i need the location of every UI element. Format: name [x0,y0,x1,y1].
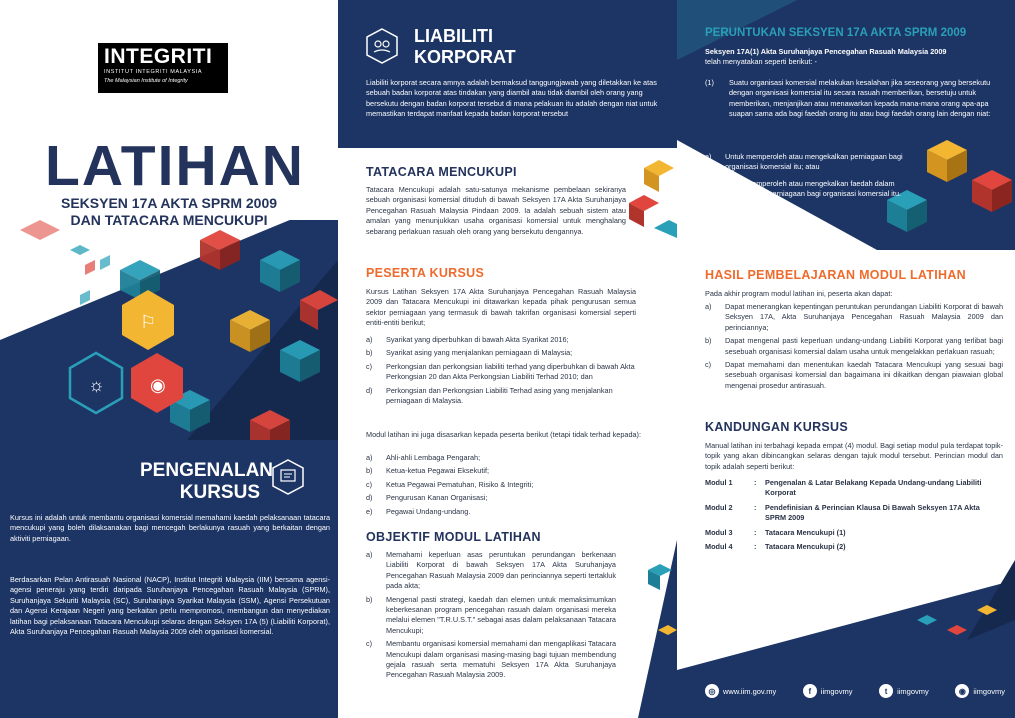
footer-web[interactable] [705,684,776,698]
list-item: a) Ahli-ahli Lembaga Pengarah; [366,453,481,462]
module-row: Modul 4 : Tatacara Mencukupi (2) [705,542,846,552]
peserta-title: PESERTA KURSUS [366,266,485,280]
target-person-icon: ◉ [150,375,166,395]
kandungan-title: KANDUNGAN KURSUS [705,420,848,434]
cover-title-block [0,134,338,229]
blocks-decoration-lower [618,540,677,718]
twitter-icon: t [879,684,893,698]
peserta-intro: Kursus Latihan Seksyen 17A Akta Suruhanjaya Pencegahan Rasuah Malaysia 2009 dan Tatacara Mencukupi ini ditawarkan kepada pihak pengurusan semua sektor perniagaan yang termasuk di bawah takrifan organisasi komersial seperti entiti-entiti berikut; [366,287,636,328]
liabiliti-title-1: LIABILITI [414,26,493,46]
peruntukan-lead-rest: telah menyatakan seperti berikut: - [705,57,817,67]
tatacara-body: Tatacara Mencukupi adalah satu-satunya mekanisme pembelaan sekiranya sebuah organisasi komersial dituduh di bawah Seksyen 17A Akta Suruhanjaya Pencegahan Rasuah Malaysia Pindaan 2009. Ia adalah sebuah sistem atau amalan yang menunjukkan usaha organisasi komersial untuk menghalang sebarang perlakuan rasuah oleh orang yang bersekutu dengannya. [366,185,626,236]
cover-subtitle-2: DAN TATACARA MENCUKUPI [70,212,268,228]
pengenalan-para-1: Kursus ini adalah untuk membantu organisasi komersial memahami kaedah pelaksanaan tatacara mencukupi yang boleh dilaksanakan bagi mencegah berlakunya rasuah yang berkaitan dengan aktiviti perniagaan. [10,513,330,543]
blocks-decoration [624,148,677,258]
facebook-icon: f [803,684,817,698]
list-item: a) Dapat menerangkan kepentingan peruntukan perundangan Liabiliti Korporat di bawah Seksyen 17A, Akta Suruhanjaya Pencegahan Rasuah Malaysia 2009 dan perinciannya; [705,302,1003,332]
list-item: c) Membantu organisasi komersial memahami dan mengaplikasi Tatacara Mencukupi dalam organisasi masing-masing bagi tujuan membendung gejala rasuah serta mematuhi Seksyen 17A Akta Suruhanjaya Pencegahan Rasuah Malaysia 2009. [366,639,616,680]
pengenalan-title [140,460,274,504]
liabiliti-section [338,0,677,148]
pengenalan-para-2: Berdasarkan Pelan Antirasuah Nasional (NACP), Institut Integriti Malaysia (IIM) bersama agensi-agensi peneraju yang terdiri daripada Suruhanjaya Pencegahan Rasuah Malaysia (SPRM), Suruhanjaya Sekuriti Malaysia (SC), Suruhanjaya Syarikat Malaysia (SSM), Agensi Persekutuan dan Agensi Kerajaan Negeri yang berkaitan perlu mempromosi, membangun dan menyediakan latihan bagi pelaksanaan Tatacara Mencukupi selaras dengan Seksyen 17A (5) (Liabiliti Korporat), Akta Suruhanjaya Pencegahan Rasuah Malaysia 2009 oleh organisasi komersial. [10,575,330,637]
peruntukan-lead-bold: Seksyen 17A(1) Akta Suruhanjaya Pencegahan Rasuah Malaysia 2009 [705,47,947,56]
logo-name: INTEGRITI [104,45,213,68]
list-item: c) Perkongsian dan perkongsian liabiliti terhad yang diperbuhkan di bawah Akta Perkongsian 20 dan Akta Perkongsian Liabiliti Terhad 2010; dan [366,361,635,382]
peruntukan-item-key: (1) [705,78,714,87]
peruntukan-item [705,78,1005,120]
peruntukan-item-text: Suatu organisasi komersial melakukan kesalahan jika seseorang yang bersekutu dengan organisasi komersial itu secara rasuah memberikan, bersetuju untuk memberikan, menjanjikan atau menawarkan kepada mana-mana orang apa-apa suapan sama ada bagi faedah orang itu atau bagi faedah orang lain dengan niat: [729,78,991,119]
list-item: b) Mengenal pasti strategi, kaedah dan elemen untuk memaksimumkan keberkesanan program pencegahan rasuah dalam organisasi mereka melalui elemen "T.R.U.S.T." sebagai asas dalam pelaksanaan Tatacara Mencukupi; [366,594,616,635]
module-row: Modul 3 : Tatacara Mencukupi (1) [705,527,846,537]
peserta-intro-2: Modul latihan ini juga disasarkan kepada peserta berikut (tetapi tidak terhad kepada): [366,430,642,439]
pengenalan-title-1: PENGENALAN [140,460,274,481]
module-row: Modul 2 : Pendefinisian & Perincian Klausa Di Bawah Seksyen 17A Akta SPRM 2009 [705,502,980,523]
pengenalan-title-2: KURSUS [179,482,260,503]
footer-web-label: www.iim.gov.my [723,686,777,696]
globe-icon: ◎ [705,684,719,698]
list-item: a) Untuk memperoleh atau mengekalkan perniagaan bagi organisasi komersial itu; atau [705,152,903,172]
list-item: b) Dapat mengenal pasti keperluan undang-undang Liabiliti Korporat yang terlibat bagi sesebuah organisasi komersial dalam usaha untuk mengelakkan perlakuan rasuah; [705,336,1003,356]
list-item: b) Ketua-ketua Pegawai Eksekutif; [366,466,490,476]
footer-links [705,684,1005,698]
presentation-icon: ⚐ [140,312,157,332]
hasil-intro: Pada akhir program modul latihan ini, peserta akan dapat: [705,289,893,298]
objektif-title: OBJEKTIF MODUL LATIHAN [366,530,541,544]
liabiliti-body: Liabiliti korporat secara amnya adalah bermaksud tanggungjawab yang diletakkan ke atas sebuah badan korporat atas tindakan yang diambil atau tidak diambil oleh orang yang bersekutu dengan badan korporat tersebut di mana pelakuan itu adalah dengan niat untuk memastikan terdapat manfaat kepada badan korporat tersebut [366,78,658,119]
liabiliti-title [414,26,516,68]
footer-instagram[interactable] [955,684,1005,698]
course-hexagon-icon [272,459,304,495]
module-row: Modul 1 : Pengenalan & Latar Belakang Kepada Undang-undang Liabiliti Korporat [705,478,982,498]
footer-twitter[interactable] [879,684,929,698]
list-item: b) Untuk memperoleh atau mengekalkan faedah dalam menjalankan perniagaan bagi organisasi komersial itu. [705,178,902,199]
hasil-title: HASIL PEMBELAJARAN MODUL LATIHAN [705,268,966,282]
peserta-list-2 [366,453,646,520]
thinking-head-icon: ☼ [88,375,105,395]
tatacara-title: TATACARA MENCUKUPI [366,165,517,179]
logo-sub: INSTITUT INTEGRITI MALAYSIA [104,69,203,75]
kandungan-modules [705,478,995,556]
hasil-list [705,302,1003,394]
objektif-list [366,550,616,684]
handshake-hexagon-icon [366,28,398,64]
liabiliti-title-2: KORPORAT [414,47,516,67]
panel-left [0,0,338,718]
cover-title: LATIHAN [45,134,305,198]
peserta-list [366,335,646,409]
list-item: d) Perkongsian dan Perkongsian Liabiliti Terhad asing yang menjalankan perniagaan di Malaysia. [366,385,613,406]
cover-subtitle-1: SEKSYEN 17A AKTA SPRM 2009 [60,195,278,211]
panel-middle [338,0,677,718]
list-item: a) Memahami keperluan asas peruntukan perundangan berkenaan Liabiliti Korporat di bawah Seksyen 17A Akta Suruhanjaya Pencegahan Rasuah Malaysia 2009 dan perinciannya seperti tertakluk pada akta; [366,550,616,591]
integriti-logo [98,43,228,93]
logo-tagline: The Malaysian Institute of Integrity [104,78,188,84]
instagram-icon: ◉ [955,684,969,698]
peruntukan-title: PERUNTUKAN SEKSYEN 17A AKTA SPRM 2009 [705,27,967,39]
footer-facebook[interactable] [803,684,853,698]
panel-right [677,0,1015,718]
peruntukan-lead [705,47,1005,68]
list-item: a) Syarikat yang diperbuhkan di bawah Akta Syarikat 2016; [366,335,569,344]
list-item: d) Pengurusan Kanan Organisasi; [366,493,488,503]
footer-instagram-label: iimgovmy [973,686,1005,696]
list-item: c) Dapat memahami dan menentukan kaedah Tatacara Mencukupi yang sesuai bagi sesebuah organisasi komersial dan bagaimana ini dikaitkan dengan piawaian global mengenai prosedur antirasuah. [705,360,1003,390]
peruntukan-sublist [705,152,935,203]
footer-twitter-label: iimgovmy [897,686,929,696]
list-item: b) Syarikat asing yang menjalankan perniagaan di Malaysia; [366,348,573,358]
list-item: e) Pegawai Undang-undang. [366,506,471,516]
kandungan-intro: Manual latihan ini terbahagi kepada empat (4) modul. Bagi setiap modul pula terdapat topik-topik yang akan dibincangkan selaras dengan tajuk modul tersebut. Perincian modul dan topik adalah seperti berikut: [705,441,1003,471]
list-item: c) Ketua Pegawai Pematuhan, Risiko & Integriti; [366,479,534,489]
footer-facebook-label: iimgovmy [820,686,853,696]
